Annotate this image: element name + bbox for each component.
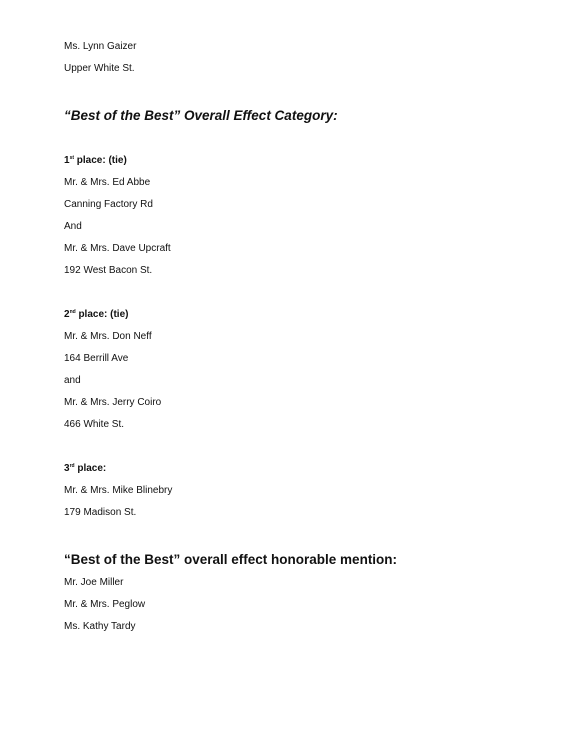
place-number: 2: [64, 309, 70, 320]
place-ordinal-suffix: st: [69, 155, 75, 161]
winner-name: Mr. & Mrs. Mike Blinebry: [64, 485, 173, 496]
winner-address: Canning Factory Rd: [64, 199, 153, 210]
conjunction: And: [64, 221, 82, 232]
winner-address: 192 West Bacon St.: [64, 265, 153, 276]
winner-name: Mr. & Mrs. Dave Upcraft: [64, 243, 171, 254]
place-label-second: [64, 309, 128, 321]
place-label-third: [64, 463, 106, 475]
winner-name: Mr. & Mrs. Peglow: [64, 599, 146, 610]
place-text: place:: [74, 463, 107, 474]
winner-name: Ms. Kathy Tardy: [64, 621, 136, 632]
place-text: place: (tie): [74, 155, 127, 166]
place-text: place: (tie): [75, 309, 129, 320]
place-number: 3: [64, 463, 70, 474]
winner-name: Mr. Joe Miller: [64, 577, 124, 588]
place-ordinal-suffix: rd: [69, 463, 75, 469]
place-label-first: [64, 155, 127, 167]
conjunction: and: [64, 375, 81, 386]
winner-address: Upper White St.: [64, 63, 135, 74]
winner-name: Mr. & Mrs. Ed Abbe: [64, 177, 151, 188]
place-ordinal-suffix: nd: [69, 309, 76, 315]
section-heading-overall-effect: “Best of the Best” Overall Effect Category:: [64, 108, 338, 123]
winner-name: Ms. Lynn Gaizer: [64, 41, 137, 52]
winner-name: Mr. & Mrs. Jerry Coiro: [64, 397, 162, 408]
winner-name: Mr. & Mrs. Don Neff: [64, 331, 152, 342]
section-heading-honorable-mention: “Best of the Best” overall effect honorable mention:: [64, 552, 398, 567]
place-number: 1: [64, 155, 70, 166]
winner-address: 179 Madison St.: [64, 507, 137, 518]
winner-address: 466 White St.: [64, 419, 125, 430]
winner-address: 164 Berrill Ave: [64, 353, 129, 364]
